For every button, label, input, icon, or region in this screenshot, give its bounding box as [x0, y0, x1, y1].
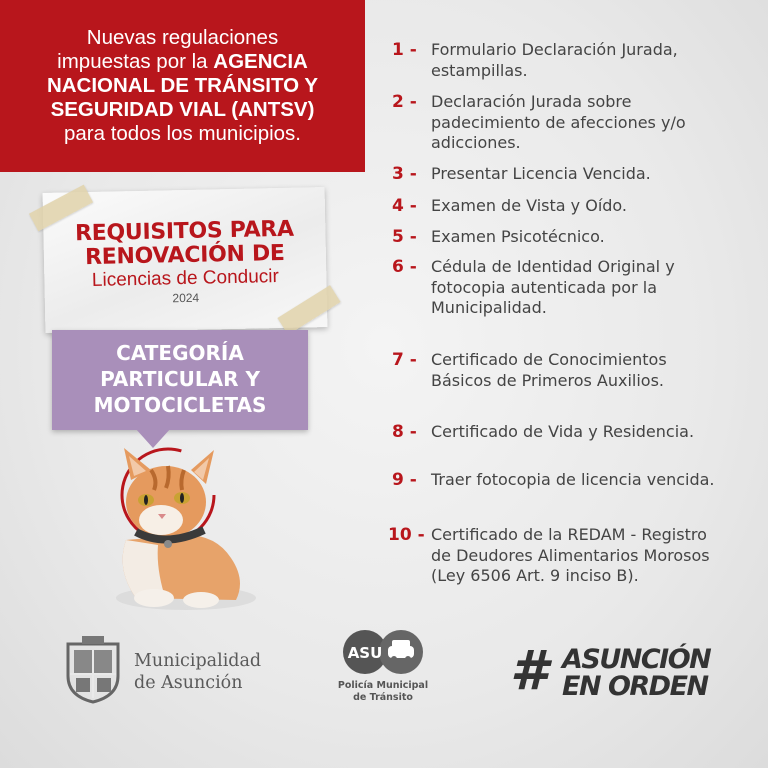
- item-text: Presentar Licencia Vencida.: [431, 164, 651, 183]
- item-number: 6 -: [392, 257, 417, 277]
- hashtag-symbol: #: [510, 639, 547, 702]
- police-badge-icon: [341, 628, 425, 676]
- item-text: Certificado de la REDAM - Registro de Deudores Alimentarios Morosos (Ley 6506 Art. 9 inciso B).: [431, 525, 710, 585]
- item-number: 4 -: [392, 196, 417, 216]
- item-text: Examen Psicotécnico.: [431, 227, 605, 246]
- pmt-badge-text: ASU: [347, 644, 383, 662]
- item-number: 8 -: [392, 422, 417, 442]
- muni-line-1: Municipalidad: [134, 651, 262, 671]
- cat-photo: [96, 440, 256, 615]
- card-title-line-2: RENOVACIÓN DE: [84, 240, 285, 271]
- pmt-line-2: de Tránsito: [353, 692, 413, 703]
- pmt-line-1: Policía Municipal: [337, 680, 429, 691]
- item-number: 3 -: [392, 164, 417, 184]
- municipality-name: [134, 650, 261, 694]
- category-line-1: CATEGORÍA: [116, 341, 244, 365]
- item-text: Certificado de Vida y Residencia.: [431, 422, 695, 441]
- hashtag-text: [562, 646, 710, 700]
- police-logo: [318, 628, 448, 704]
- item-number: 9 -: [392, 470, 417, 490]
- item-text: Declaración Jurada sobre padecimiento de afecciones y/o adicciones.: [431, 92, 686, 152]
- header-banner: [0, 0, 365, 172]
- header-line-1: Nuevas regulaciones: [86, 26, 279, 49]
- header-line-2-bold: AGENCIA: [213, 50, 308, 73]
- header-line-3: [10, 74, 355, 98]
- item-number: 5 -: [392, 227, 417, 247]
- header-line-2: [10, 50, 355, 74]
- item-text: Traer fotocopia de licencia vencida.: [431, 470, 715, 489]
- card-subtitle: Licencias de Conducir: [91, 266, 280, 291]
- hashtag-line-1: ASUNCIÓN: [562, 644, 711, 675]
- item-text: Certificado de Conocimientos Básicos de Primeros Auxilios.: [431, 350, 667, 390]
- header-line-3-bold: NACIONAL DE TRÁNSITO Y: [46, 74, 319, 97]
- item-number: 10 -: [388, 525, 425, 545]
- municipal-coat-of-arms-icon: [62, 636, 124, 708]
- requirements-card: [43, 187, 328, 333]
- item-text: Formulario Declaración Jurada, estampillas.: [431, 40, 678, 80]
- category-line-2: PARTICULAR Y: [100, 367, 260, 391]
- category-line-3: MOTOCICLETAS: [93, 393, 267, 417]
- item-text: Examen de Vista y Oído.: [431, 196, 628, 215]
- header-line-4: [10, 98, 355, 122]
- item-number: 2 -: [392, 92, 417, 112]
- card-year: 2024: [172, 290, 200, 306]
- header-line-2-text: impuestas por la: [57, 50, 214, 73]
- item-number: 7 -: [392, 350, 417, 370]
- card-title-line-1: REQUISITOS PARA: [74, 216, 294, 247]
- hashtag-line-2: EN ORDEN: [562, 671, 708, 702]
- header-line-5: para todos los municipios.: [63, 122, 301, 145]
- item-number: 1 -: [392, 40, 417, 60]
- item-text: Cédula de Identidad Original y fotocopia autenticada por la Municipalidad.: [431, 257, 675, 317]
- header-line-4-bold: SEGURIDAD VIAL (ANTSV): [50, 98, 315, 121]
- muni-line-2: de Asunción: [134, 673, 243, 693]
- category-box: [52, 330, 308, 430]
